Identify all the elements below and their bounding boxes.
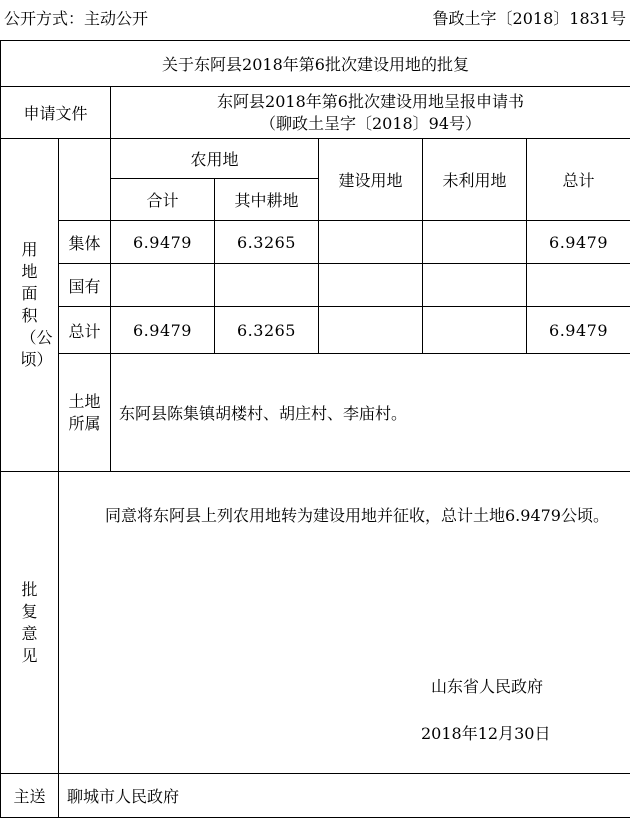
area-section-text: 用地面积（公顷） — [20, 240, 53, 369]
sign-date: 2018年12月30日 — [421, 724, 551, 743]
header-subtotal: 合计 — [111, 179, 215, 221]
cell-construction — [319, 264, 423, 307]
application-line-1: 东阿县2018年第6批次建设用地呈报申请书 — [217, 91, 524, 111]
cell-subtotal: 6.9479 — [111, 307, 215, 354]
cell-arable: 6.3265 — [215, 221, 319, 264]
document-title: 关于东阿县2018年第6批次建设用地的批复 — [1, 41, 630, 87]
cell-unused — [423, 307, 527, 354]
disclosure-method: 公开方式：主动公开 — [4, 9, 149, 28]
opinion-row — [1, 472, 630, 774]
approval-table — [0, 40, 630, 818]
send-to-value: 聊城市人民政府 — [59, 774, 630, 818]
cell-arable — [215, 264, 319, 307]
title-row — [1, 41, 630, 87]
cell-total: 6.9479 — [527, 221, 630, 264]
cell-subtotal — [111, 264, 215, 307]
send-to-row — [1, 774, 630, 818]
row-label: 总计 — [59, 307, 111, 354]
row-label: 集体 — [59, 221, 111, 264]
application-label: 申请文件 — [1, 87, 111, 139]
ownership-label-cell — [59, 354, 111, 472]
opinion-label: 批复意见 — [21, 579, 38, 665]
cell-total: 6.9479 — [527, 307, 630, 354]
area-header-row-1 — [1, 139, 630, 179]
application-line-2: （聊政土呈字〔2018〕94号） — [259, 113, 482, 133]
document-number: 鲁政土字〔2018〕1831号 — [432, 9, 626, 28]
opinion-cell — [59, 472, 630, 774]
table-row — [1, 221, 630, 264]
opinion-label-cell — [1, 472, 59, 774]
application-document — [111, 87, 630, 139]
header-total: 总计 — [527, 139, 630, 221]
header-unused: 未利用地 — [423, 139, 527, 221]
header-arable: 其中耕地 — [215, 179, 319, 221]
application-row — [1, 87, 630, 139]
header-blank — [59, 139, 111, 221]
row-label: 国有 — [59, 264, 111, 307]
ownership-value: 东阿县陈集镇胡楼村、胡庄村、李庙村。 — [111, 354, 630, 472]
cell-unused — [423, 221, 527, 264]
ownership-row — [1, 354, 630, 472]
send-to-label: 主送 — [1, 774, 59, 818]
area-section-label — [1, 139, 59, 472]
header-construction: 建设用地 — [319, 139, 423, 221]
ownership-label: 土地所属 — [68, 391, 101, 433]
header-agri: 农用地 — [111, 139, 319, 179]
opinion-text: 同意将东阿县上列农用地转为建设用地并征收，总计土地6.9479公顷。 — [105, 506, 609, 525]
signer-org: 山东省人民政府 — [431, 677, 544, 696]
table-row — [1, 264, 630, 307]
cell-total — [527, 264, 630, 307]
cell-construction — [319, 307, 423, 354]
cell-unused — [423, 264, 527, 307]
cell-construction — [319, 221, 423, 264]
cell-subtotal: 6.9479 — [111, 221, 215, 264]
table-row — [1, 307, 630, 354]
cell-arable: 6.3265 — [215, 307, 319, 354]
